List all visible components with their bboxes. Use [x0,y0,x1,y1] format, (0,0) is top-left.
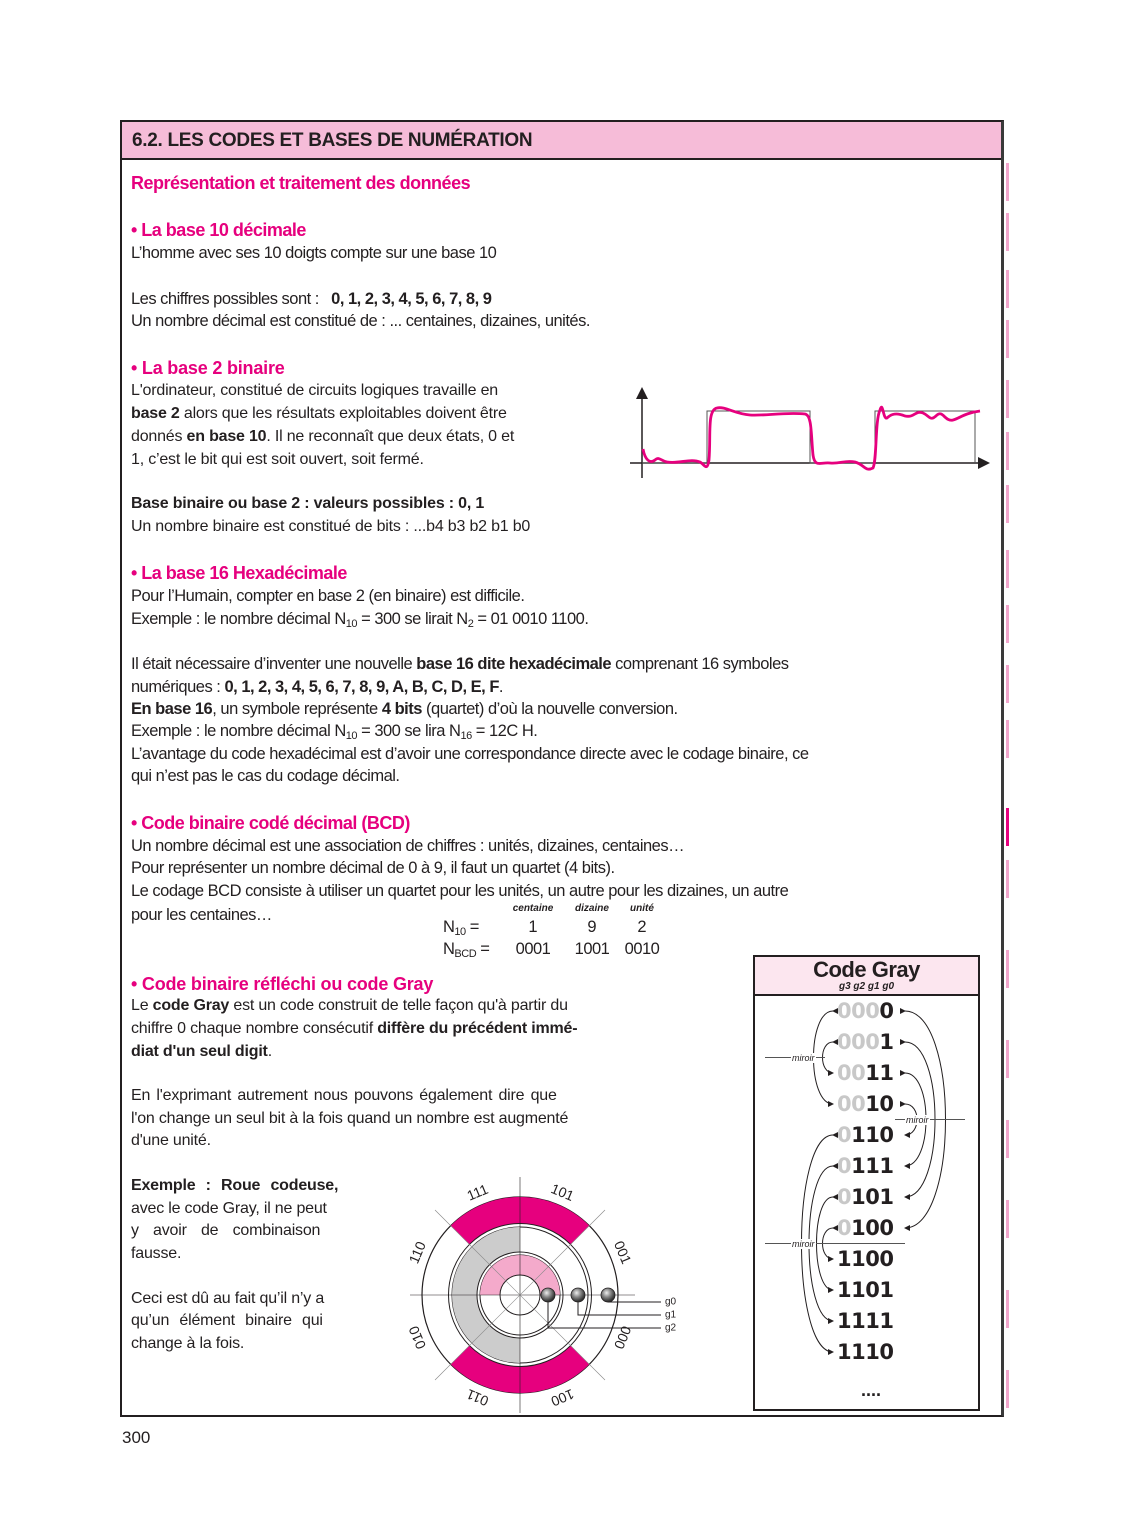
base2-bits-line: Un nombre binaire est constitué de bits : ...b4 b3 b2 b1 b0 [131,518,531,535]
gray-code-reflected-bits: 00 [837,1061,866,1085]
gray-reason-line1: Ceci est dû au fait qu’il n’y a [131,1290,325,1307]
gray-reason-line2: qu’un élément binaire qui [131,1312,323,1329]
gray-code-reflected-bits: 0 [837,1216,852,1240]
bcd-line1: Un nombre décimal est une association de chiffres : unités, dizaines, centaines… [131,837,685,855]
gray-code-row [837,1062,893,1084]
base16-para2 [131,653,789,675]
bcd-n10-digit: 1 [528,918,538,936]
bold-text: 0, 1, 2, 3, 4, 5, 6, 7, 8, 9, A, B, C, D, E, F [224,678,499,696]
gray-example-line2: y avoir de combinaison [131,1222,321,1239]
bcd-n10-label [443,916,479,938]
gray-code-row [837,1031,893,1053]
binary-signal-figure [625,380,995,480]
gray-example-title: Exemple : Roue codeuse, [131,1177,339,1194]
gray-p5: l'on change un seul bit à la fois quand un nombre est augmenté [131,1110,569,1127]
base10-line1: L’homme avec ses 10 doigts compte sur une base 10 [131,244,497,262]
gray-code-changed-bits: 1 [879,1030,894,1054]
side-tab [1006,163,1009,201]
bold-text: base 16 dite hexadécimale [416,655,612,673]
gray-code-reflected-bits: 0 [837,1185,852,1209]
gray-code-changed-bits: 1100 [837,1247,894,1271]
side-tab [1006,1040,1009,1078]
side-tab [1006,213,1009,251]
gray-code-row [837,1155,893,1177]
bold-text: diat d'un seul digit [131,1043,268,1060]
base2-bold: base 2 [131,405,180,422]
bcd-line3: Le codage BCD consiste à utiliser un quartet pour les unités, un autre pour les dizaines, un autre [131,882,789,900]
text: = 300 se lira N [357,722,461,740]
bcd-value: 1001 [574,940,610,958]
base10-digits-value: 0, 1, 2, 3, 4, 5, 6, 7, 8, 9 [331,290,492,308]
wheel-sector-label: 110 [405,1239,429,1266]
gray-p1 [131,995,568,1017]
text: N [443,940,455,958]
text: = [465,918,479,936]
base2-values: Base binaire ou base 2 : valeurs possibles : 0, 1 [131,495,485,512]
base2-para-line1: L'ordinateur, constitué de circuits logiques travaille en [131,382,498,399]
text: numériques : [131,678,225,696]
sensor-label-g2: g2 [665,1322,677,1334]
base16-example1 [131,608,588,630]
side-tab [1006,320,1009,358]
base16-line1: Pour l’Humain, compter en base 2 (en binaire) est difficile. [131,587,525,605]
heading-base2: • La base 2 binaire [131,358,285,378]
text: chiffre 0 chaque nombre consécutif [131,1020,378,1037]
base16-para6: qui n’est pas le cas du codage décimal. [131,767,400,785]
subscript: 10 [345,618,358,630]
text: = 300 se lirait N [357,610,468,628]
bold-text: code Gray [152,997,230,1014]
gray-code-wheel [395,1170,695,1420]
base2-text: . Il ne reconnaît que deux états, 0 et [266,428,515,445]
wheel-sector-label: 111 [464,1180,491,1204]
text: = [476,940,490,958]
gray-example-line3: fausse. [131,1245,182,1262]
text: , un symbole représente [212,700,382,718]
bcd-col-label-dizaine: dizaine [575,903,609,914]
gray-code-changed-bits: 110 [851,1123,894,1147]
bold-text: diffère du précédent immé- [377,1020,578,1037]
bold-text: En base 16 [131,700,213,718]
wheel-sector-label: 001 [610,1238,635,1267]
sensor-label-g0: g0 [665,1296,677,1308]
base10-composition: Un nombre décimal est constitué de : ... centaines, dizaines, unités. [131,312,590,330]
gray-code-row [837,1093,893,1115]
base16-example2 [131,720,537,742]
side-tab [1006,270,1009,308]
wheel-sector-label: 000 [610,1323,635,1352]
wheel-sector-label: 101 [548,1180,577,1205]
side-tab [1006,1370,1009,1408]
side-tab [1006,380,1009,418]
gray-example-line1: avec le code Gray, il ne peut [131,1200,327,1217]
mirror-label: miroir [792,1239,815,1249]
gray-code-changed-bits: 0 [879,999,894,1023]
subscript: 10 [454,926,466,938]
gray-code-reflected-bits: 000 [837,999,880,1023]
wheel-sector-label: 010 [405,1323,430,1352]
text: = 01 0010 1100. [473,610,589,628]
side-tab [1006,550,1009,588]
gray-code-row [837,1341,893,1363]
gray-code-changed-bits: 1110 [837,1340,894,1364]
base2-para-line4: 1, c’est le bit qui est soit ouvert, soit fermé. [131,451,424,468]
base2-bold: en base 10 [186,428,267,445]
gray-code-reflected-bits: 000 [837,1030,880,1054]
section-title: 6.2. LES CODES ET BASES DE NUMÉRATION [132,130,533,151]
base10-digits [131,288,491,310]
gray-code-row [837,1248,893,1270]
text: est un code construit de telle façon qu'à partir du [229,997,568,1014]
heading-base10: • La base 10 décimale [131,220,306,240]
gray-p2 [131,1018,577,1040]
mirror-label: miroir [792,1053,815,1063]
subscript: BCD [454,948,477,960]
text: N [443,918,455,936]
heading-bcd: • Code binaire codé décimal (BCD) [131,813,410,833]
sensor-ball-g2 [541,1288,555,1302]
side-tab [1006,605,1009,643]
bcd-nbcd-label [443,938,489,960]
sensor-ball-g0 [601,1288,615,1302]
side-tab [1006,720,1009,758]
side-tab [1006,1200,1009,1238]
bcd-value: 0010 [624,940,660,958]
bcd-n10-digit: 2 [637,918,647,936]
text: comprenant 16 symboles [611,655,789,673]
gray-code-row [837,1186,893,1208]
gray-code-row [837,1217,893,1239]
gray-code-changed-bits: 111 [851,1154,894,1178]
side-tab [1006,950,1009,988]
noisy-signal-curve [643,407,980,469]
gray-code-changed-bits: 11 [865,1061,894,1085]
gray-p6: d'une unité. [131,1132,211,1149]
side-tab [1006,1290,1009,1328]
subscript: 10 [345,730,358,742]
side-tab [1006,860,1009,898]
wheel-sector-label: 100 [548,1385,577,1410]
gray-code-row [837,1000,893,1022]
gray-p4: En l'exprimant autrement nous pouvons également dire que [131,1087,557,1104]
text: = 12C H. [471,722,538,740]
side-tab-active [1006,808,1009,846]
gray-code-row [837,1310,893,1332]
gray-table-title: Code Gray [813,957,920,982]
base2-para-line3 [131,426,514,448]
sensor-label-g1: g1 [665,1309,677,1321]
side-tab [1006,665,1009,703]
bcd-col-label-unite: unité [630,903,654,914]
gray-reason-line3: change à la fois. [131,1335,245,1352]
gray-p3 [131,1041,272,1063]
base2-text: alors que les résultats exploitables doivent être [179,405,507,422]
text: Exemple : le nombre décimal N [131,722,346,740]
base10-digits-label: Les chiffres possibles sont : [131,290,319,308]
gray-code-changed-bits: 1111 [837,1309,894,1333]
base2-para-line2 [131,403,507,425]
gray-code-row [837,1279,893,1301]
bold-text: 4 bits [381,700,422,718]
subscript: 2 [467,618,474,630]
gray-code-reflected-bits: 0 [837,1123,852,1147]
gray-code-row [837,1124,893,1146]
bcd-line2: Pour représenter un nombre décimal de 0 à 9, il faut un quartet (4 bits). [131,859,615,877]
side-tab [1006,432,1009,470]
subscript: 16 [460,730,472,742]
text: Exemple : le nombre décimal N [131,610,346,628]
side-tab [1006,1120,1009,1158]
base2-text: donnés [131,428,187,445]
page-number: 300 [122,1428,151,1447]
side-tab [1006,485,1009,523]
bcd-line4: pour les centaines… [131,906,272,924]
bcd-n10-digit: 9 [587,918,597,936]
sensor-ball-g1 [571,1288,585,1302]
mirror-label: miroir [906,1115,929,1125]
gray-code-changed-bits: 100 [851,1216,894,1240]
gray-code-changed-bits: 10 [865,1092,894,1116]
base16-para4 [131,698,678,720]
gray-code-table [753,955,980,1411]
gray-table-bit-labels: g3 g2 g1 g0 [838,981,894,992]
text: . [267,1043,272,1060]
gray-code-changed-bits: 101 [851,1185,894,1209]
gray-code-reflected-bits: 00 [837,1092,866,1116]
bcd-col-label-centaine: centaine [512,903,554,914]
text: . [498,678,503,696]
base16-para5: L’avantage du code hexadécimal est d’avoir une correspondance directe avec le codage binaire, ce [131,745,809,763]
heading-base16: • La base 16 Hexadécimale [131,563,347,583]
text: (quartet) d’où la nouvelle conversion. [421,700,678,718]
gray-table-ellipsis: .... [861,1380,882,1400]
heading-gray: • Code binaire réfléchi ou code Gray [131,974,434,994]
text: Le [131,997,153,1014]
gray-code-changed-bits: 1101 [837,1278,894,1302]
base16-para3 [131,676,503,698]
section-title-bar [122,122,1001,160]
gray-code-reflected-bits: 0 [837,1154,852,1178]
page-subtitle: Représentation et traitement des données [131,173,471,193]
bcd-value: 0001 [515,940,551,958]
wheel-sector-label: 011 [464,1386,491,1410]
text: Il était nécessaire d’inventer une nouvelle [131,655,417,673]
